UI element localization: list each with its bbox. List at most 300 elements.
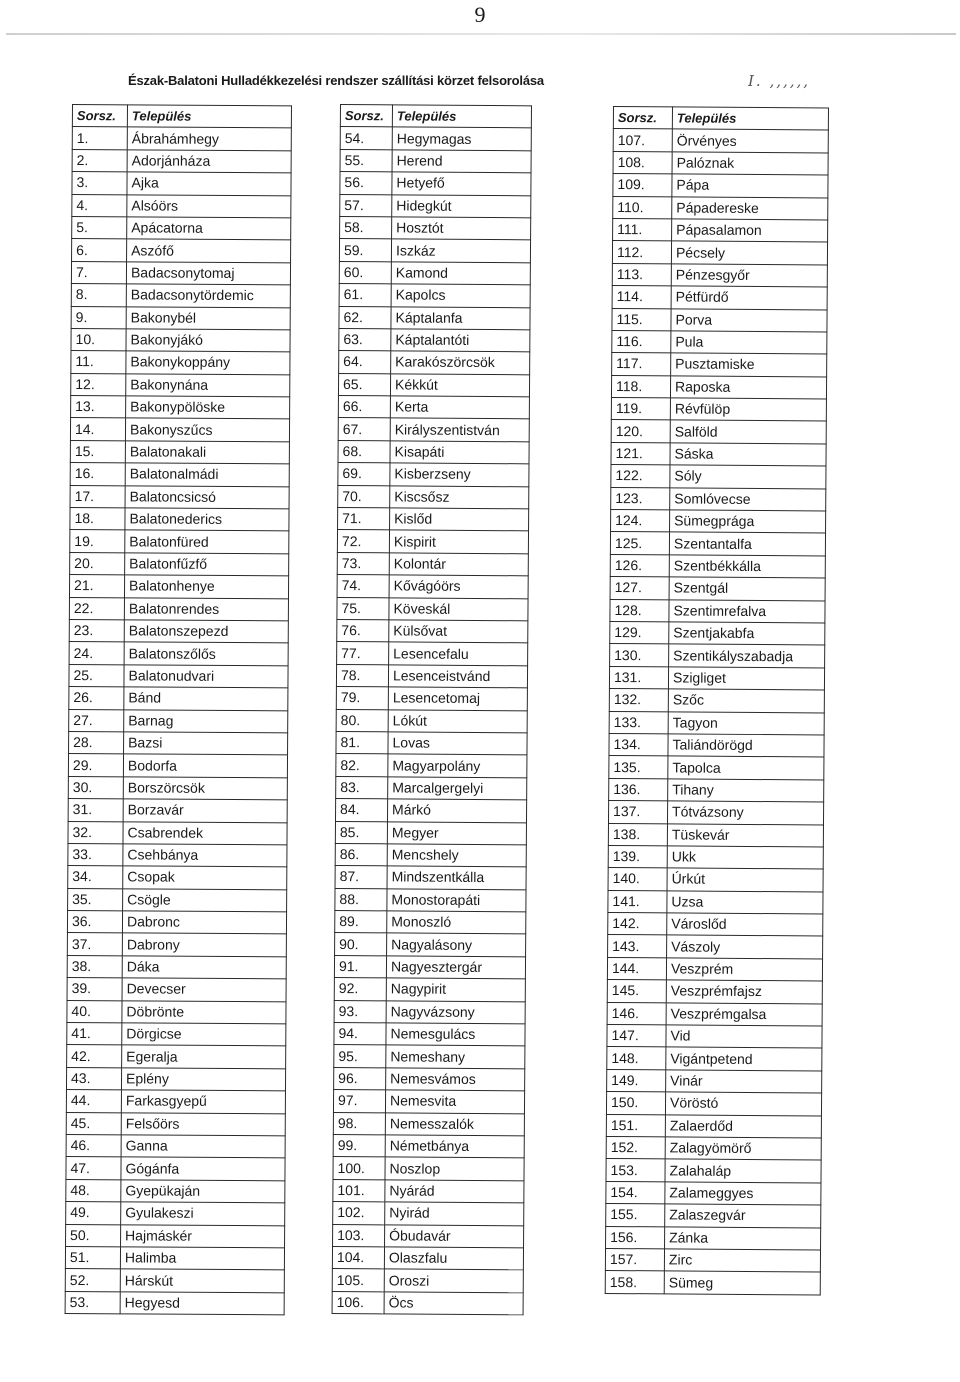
settlement-name: Barnag: [124, 709, 288, 732]
settlement-name: Köveskál: [389, 597, 528, 620]
settlement-name: Vigántpetend: [666, 1047, 822, 1070]
settlement-name: Gyulakeszi: [121, 1202, 285, 1225]
table-row: [69, 575, 288, 599]
table-row: [69, 597, 288, 621]
settlement-name: Balatonszepezd: [124, 620, 288, 643]
settlement-name: Olaszfalu: [384, 1247, 523, 1270]
row-number: 102.: [333, 1202, 385, 1225]
row-number: 86.: [335, 843, 387, 866]
table-row: [71, 351, 290, 375]
table-row: [606, 1181, 821, 1205]
row-number: 25.: [69, 664, 124, 687]
settlement-name: Szigliget: [668, 667, 824, 690]
row-number: 112.: [612, 241, 671, 264]
row-number: 103.: [333, 1224, 385, 1247]
row-number: 157.: [605, 1248, 664, 1271]
table-row: [610, 599, 825, 623]
table-row: [613, 174, 828, 198]
row-number: 11.: [71, 351, 126, 374]
row-number: 83.: [336, 776, 388, 799]
settlement-name: Hosztót: [392, 217, 531, 240]
row-number: 142.: [608, 913, 667, 936]
settlement-name: Apácatorna: [127, 217, 291, 240]
settlement-name: Hidegkút: [392, 194, 531, 217]
row-number: 2.: [72, 149, 127, 172]
row-number: 158.: [605, 1271, 664, 1294]
settlement-name: Balatonszőlős: [124, 642, 288, 665]
row-number: 132.: [609, 689, 668, 712]
settlement-name: Nemeshany: [386, 1045, 525, 1068]
settlement-name: Pétfürdő: [671, 286, 827, 309]
settlement-name: Bakonybél: [126, 306, 290, 329]
table-row: [66, 1202, 285, 1226]
row-number: 117.: [612, 353, 671, 376]
settlement-name: Mindszentkálla: [387, 866, 526, 889]
row-number: 90.: [335, 933, 387, 956]
table-row: [340, 216, 531, 240]
row-number: 29.: [68, 754, 123, 777]
table-row: [334, 955, 525, 979]
settlement-name: Pápasalamon: [672, 219, 828, 242]
settlement-name: Nagyalásony: [387, 933, 526, 956]
row-number: 104.: [332, 1246, 384, 1269]
settlement-name: Devecser: [122, 978, 286, 1001]
settlement-name: Csabrendek: [123, 821, 287, 844]
settlement-name: Káptalanfa: [391, 306, 530, 329]
row-number: 8.: [71, 284, 126, 307]
table-row: [69, 687, 288, 711]
settlement-name: Vid: [666, 1025, 822, 1048]
row-number: 123.: [611, 487, 670, 510]
row-number: 153.: [606, 1159, 665, 1182]
row-number: 18.: [70, 508, 125, 531]
table-row: [335, 933, 526, 957]
table-row: [65, 1246, 284, 1270]
settlement-name: Örvényes: [672, 129, 828, 152]
table-row: [336, 754, 527, 778]
table-row: [611, 398, 826, 422]
settlement-name: Dabronc: [122, 911, 286, 934]
settlement-name: Bakonyszűcs: [125, 418, 289, 441]
table-row: [71, 306, 290, 330]
table-row: [340, 127, 531, 151]
row-number: 17.: [70, 485, 125, 508]
header-settlement: Település: [127, 105, 291, 128]
table-row: [609, 756, 824, 780]
row-number: 111.: [613, 218, 672, 241]
table-header-row: [340, 105, 531, 129]
table-row: [610, 577, 825, 601]
settlement-name: Kapolcs: [391, 284, 530, 307]
table-row: [335, 866, 526, 890]
row-number: 34.: [68, 866, 123, 889]
settlement-name: Palóznak: [672, 152, 828, 175]
settlement-name: Taliándörögd: [668, 734, 824, 757]
row-number: 106.: [332, 1291, 384, 1314]
table-row: [338, 373, 529, 397]
settlement-name: Gógánfa: [121, 1157, 285, 1180]
settlement-name: Zirc: [664, 1249, 820, 1272]
table-row: [611, 487, 826, 511]
settlement-name: Nemesgulács: [386, 1023, 525, 1046]
table-row: [71, 328, 290, 352]
row-number: 43.: [66, 1067, 121, 1090]
row-number: 65.: [338, 373, 390, 396]
settlement-name: Szentjakabfa: [669, 622, 825, 645]
settlement-name: Zalameggyes: [665, 1182, 821, 1205]
row-number: 51.: [65, 1246, 120, 1269]
row-number: 71.: [338, 508, 390, 531]
table-row: [610, 532, 825, 556]
row-number: 77.: [337, 642, 389, 665]
table-row: [609, 733, 824, 757]
table-row: [613, 196, 828, 220]
settlement-name: Balatonfűzfő: [125, 553, 289, 576]
header-number: Sorsz.: [340, 105, 392, 128]
settlement-name: Hajmáskér: [121, 1224, 285, 1247]
row-number: 69.: [338, 463, 390, 486]
table-row: [68, 888, 287, 912]
table-row: [340, 172, 531, 196]
settlement-name: Szőc: [668, 689, 824, 712]
settlement-name: Kővágóörs: [389, 575, 528, 598]
settlement-name: Kisberzseny: [390, 463, 529, 486]
row-number: 36.: [67, 911, 122, 934]
settlement-name: Balatonudvari: [124, 665, 288, 688]
settlement-name: Márkó: [387, 799, 526, 822]
settlement-name: Kamond: [391, 262, 530, 285]
table-row: [332, 1246, 523, 1270]
table-row: [337, 619, 528, 643]
settlement-name: Sümegprága: [670, 510, 826, 533]
table-header-row: [72, 105, 291, 129]
table-row: [67, 1023, 286, 1047]
row-number: 116.: [612, 330, 671, 353]
table-row: [72, 172, 291, 196]
settlement-name: Pula: [671, 331, 827, 354]
settlement-name: Szentimrefalva: [669, 599, 825, 622]
row-number: 44.: [66, 1090, 121, 1113]
row-number: 128.: [610, 599, 669, 622]
settlement-name: Badacsonytomaj: [126, 262, 290, 285]
row-number: 95.: [334, 1045, 386, 1068]
settlement-name: Kispirit: [389, 530, 528, 553]
settlement-name: Ábrahámhegy: [127, 127, 291, 150]
row-number: 141.: [608, 890, 667, 913]
table-row: [336, 776, 527, 800]
table-row: [70, 418, 289, 442]
row-number: 140.: [608, 868, 667, 891]
row-number: 13.: [71, 396, 126, 419]
settlement-name: Veszprém: [666, 958, 822, 981]
settlement-name: Bazsi: [124, 732, 288, 755]
row-number: 96.: [334, 1067, 386, 1090]
table-row: [68, 776, 287, 800]
settlement-name: Dörgicse: [122, 1023, 286, 1046]
table-row: [70, 508, 289, 532]
settlement-name: Hegymagas: [392, 127, 531, 150]
table-row: [333, 1134, 524, 1158]
settlement-name: Porva: [671, 308, 827, 331]
document-title: Észak-Balatoni Hulladékkezelési rendszer szállítási körzet felsorolása: [128, 73, 544, 88]
table-row: [70, 440, 289, 464]
table-row: [607, 1069, 822, 1093]
row-number: 30.: [68, 776, 123, 799]
table-row: [70, 552, 289, 576]
table-row: [340, 194, 531, 218]
table-row: [69, 642, 288, 666]
row-number: 19.: [70, 530, 125, 553]
row-number: 119.: [611, 398, 670, 421]
row-number: 156.: [606, 1226, 665, 1249]
settlement-name: Pápadereske: [672, 196, 828, 219]
table-row: [609, 778, 824, 802]
row-number: 82.: [336, 754, 388, 777]
settlement-name: Bakonykoppány: [126, 351, 290, 374]
settlement-name: Szentikályszabadja: [669, 644, 825, 667]
row-number: 32.: [68, 821, 123, 844]
settlement-name: Lesencefalu: [389, 642, 528, 665]
row-number: 26.: [69, 687, 124, 710]
settlement-name: Zalahaláp: [665, 1159, 821, 1182]
row-number: 148.: [607, 1047, 666, 1070]
table-row: [338, 463, 529, 487]
table-row: [335, 843, 526, 867]
table-row: [334, 1022, 525, 1046]
settlement-name: Somlóvecse: [670, 488, 826, 511]
settlement-name: Borszörcsök: [123, 777, 287, 800]
table-row: [66, 1224, 285, 1248]
settlement-name: Kékkút: [390, 374, 529, 397]
table-row: [334, 978, 525, 1002]
table-row: [333, 1112, 524, 1136]
table-row: [69, 709, 288, 733]
row-number: 113.: [612, 263, 671, 286]
settlement-name: Tótvázsony: [667, 801, 823, 824]
handwritten-note: I. ,,,,,,: [748, 72, 811, 90]
row-number: 33.: [68, 843, 123, 866]
row-number: 21.: [69, 575, 124, 598]
settlement-name: Kerta: [390, 396, 529, 419]
settlement-name: Lesenceistvánd: [388, 665, 527, 688]
settlement-name: Tagyon: [668, 711, 824, 734]
settlement-name: Tapolca: [668, 756, 824, 779]
settlement-name: Balatonederics: [125, 508, 289, 531]
table-row: [72, 239, 291, 263]
header-rule: [6, 33, 956, 35]
row-number: 76.: [337, 619, 389, 642]
table-row: [68, 799, 287, 823]
table-row: [67, 1045, 286, 1069]
row-number: 79.: [336, 687, 388, 710]
table-row: [69, 731, 288, 755]
table-row: [606, 1114, 821, 1138]
settlement-name: Öcs: [384, 1292, 523, 1315]
settlement-name: Iszkáz: [391, 239, 530, 262]
table-row: [338, 396, 529, 420]
table-row: [611, 442, 826, 466]
settlement-name: Zalagyömörő: [665, 1137, 821, 1160]
settlement-name: Csehbánya: [123, 844, 287, 867]
settlement-name: Salföld: [670, 420, 826, 443]
table-row: [339, 239, 530, 263]
table-row: [66, 1090, 285, 1114]
table-row: [339, 284, 530, 308]
row-number: 100.: [333, 1157, 385, 1180]
table-row: [337, 552, 528, 576]
table-row: [68, 866, 287, 890]
table-row: [335, 911, 526, 935]
settlement-name: Balatonhenye: [124, 575, 288, 598]
row-number: 137.: [608, 801, 667, 824]
settlement-name: Karakószörcsök: [391, 351, 530, 374]
table-row: [612, 353, 827, 377]
table-row: [66, 1067, 285, 1091]
settlement-name: Farkasgyepű: [121, 1090, 285, 1113]
settlement-name: Városlőd: [667, 913, 823, 936]
table-row: [613, 151, 828, 175]
table-row: [334, 1000, 525, 1024]
row-number: 50.: [66, 1224, 121, 1247]
row-number: 4.: [72, 194, 127, 217]
table-row: [65, 1291, 284, 1315]
row-number: 41.: [67, 1023, 122, 1046]
table-row: [334, 1067, 525, 1091]
row-number: 110.: [613, 196, 672, 219]
table-row: [605, 1248, 820, 1272]
table-row: [338, 485, 529, 509]
table-row: [334, 1045, 525, 1069]
table-row: [613, 129, 828, 153]
row-number: 144.: [607, 957, 666, 980]
settlement-name: Kiscsősz: [390, 485, 529, 508]
settlement-name: Bodorfa: [123, 754, 287, 777]
row-number: 133.: [609, 711, 668, 734]
table-row: [608, 890, 823, 914]
settlement-name: Gyepükaján: [121, 1180, 285, 1203]
row-number: 85.: [335, 821, 387, 844]
row-number: 66.: [338, 396, 390, 419]
table-row: [333, 1090, 524, 1114]
row-number: 42.: [67, 1045, 122, 1068]
settlement-name: Káptalantóti: [391, 329, 530, 352]
table-row: [612, 263, 827, 287]
row-number: 138.: [608, 823, 667, 846]
settlement-name: Királyszentistván: [390, 418, 529, 441]
table-row: [338, 440, 529, 464]
table-row: [610, 554, 825, 578]
table-row: [333, 1179, 524, 1203]
header-settlement: Település: [672, 107, 828, 130]
table-row: [338, 508, 529, 532]
settlement-name: Pénzesgyőr: [671, 264, 827, 287]
settlement-name: Külsővat: [389, 620, 528, 643]
row-number: 31.: [68, 799, 123, 822]
settlement-name: Halimba: [120, 1247, 284, 1270]
table-row: [607, 957, 822, 981]
row-number: 131.: [609, 666, 668, 689]
settlement-name: Borzavár: [123, 799, 287, 822]
settlement-name: Noszlop: [385, 1157, 524, 1180]
settlement-name: Lovas: [388, 732, 527, 755]
row-number: 49.: [66, 1202, 121, 1225]
row-number: 97.: [333, 1090, 385, 1113]
row-number: 64.: [339, 351, 391, 374]
table-row: [72, 216, 291, 240]
table-row: [607, 980, 822, 1004]
row-number: 3.: [72, 172, 127, 195]
table-row: [333, 1202, 524, 1226]
table-header-row: [613, 107, 828, 131]
settlement-name: Szentantalfa: [669, 532, 825, 555]
settlement-name: Sóly: [670, 465, 826, 488]
table-row: [69, 664, 288, 688]
settlement-name: Vinár: [666, 1070, 822, 1093]
row-number: 147.: [607, 1024, 666, 1047]
row-number: 28.: [69, 731, 124, 754]
settlement-name: Csopak: [123, 866, 287, 889]
table-row: [608, 935, 823, 959]
table-row: [609, 711, 824, 735]
table-row: [336, 687, 527, 711]
settlement-name: Nagypirit: [386, 978, 525, 1001]
table-row: [340, 149, 531, 173]
table-row: [609, 666, 824, 690]
table-row: [67, 1000, 286, 1024]
table-row: [610, 644, 825, 668]
settlement-name: Balatonfüred: [125, 530, 289, 553]
table-row: [66, 1179, 285, 1203]
settlement-name: Sümeg: [664, 1271, 820, 1294]
row-number: 14.: [70, 418, 125, 441]
table-row: [606, 1226, 821, 1250]
settlement-name: Bakonyjákó: [126, 329, 290, 352]
row-number: 120.: [611, 420, 670, 443]
row-number: 130.: [610, 644, 669, 667]
settlement-name: Lókút: [388, 709, 527, 732]
settlement-name: Megyer: [387, 821, 526, 844]
table-row: [337, 575, 528, 599]
settlement-name: Balatonakali: [125, 441, 289, 464]
row-number: 72.: [337, 530, 389, 553]
row-number: 61.: [339, 284, 391, 307]
settlement-name: Egeralja: [122, 1045, 286, 1068]
settlement-name: Zalaerdőd: [665, 1114, 821, 1137]
row-number: 58.: [340, 216, 392, 239]
table-row: [336, 709, 527, 733]
row-number: 7.: [71, 261, 126, 284]
table-row: [70, 463, 289, 487]
row-number: 146.: [607, 1002, 666, 1025]
settlement-name: Balatoncsicsó: [125, 485, 289, 508]
settlement-name: Bakonypölöske: [126, 396, 290, 419]
row-number: 129.: [610, 621, 669, 644]
table-row: [68, 754, 287, 778]
header-number: Sorsz.: [72, 105, 127, 128]
row-number: 46.: [66, 1134, 121, 1157]
table-row: [611, 510, 826, 534]
settlement-name: Hegyesd: [120, 1292, 284, 1315]
table-row: [605, 1271, 820, 1295]
table-row: [607, 1002, 822, 1026]
settlement-name: Hetyefő: [392, 172, 531, 195]
settlement-name: Vászoly: [667, 935, 823, 958]
row-number: 125.: [610, 532, 669, 555]
row-number: 98.: [333, 1112, 385, 1135]
table-row: [607, 1024, 822, 1048]
settlement-name: Hárskút: [120, 1269, 284, 1292]
settlement-name: Eplény: [121, 1068, 285, 1091]
